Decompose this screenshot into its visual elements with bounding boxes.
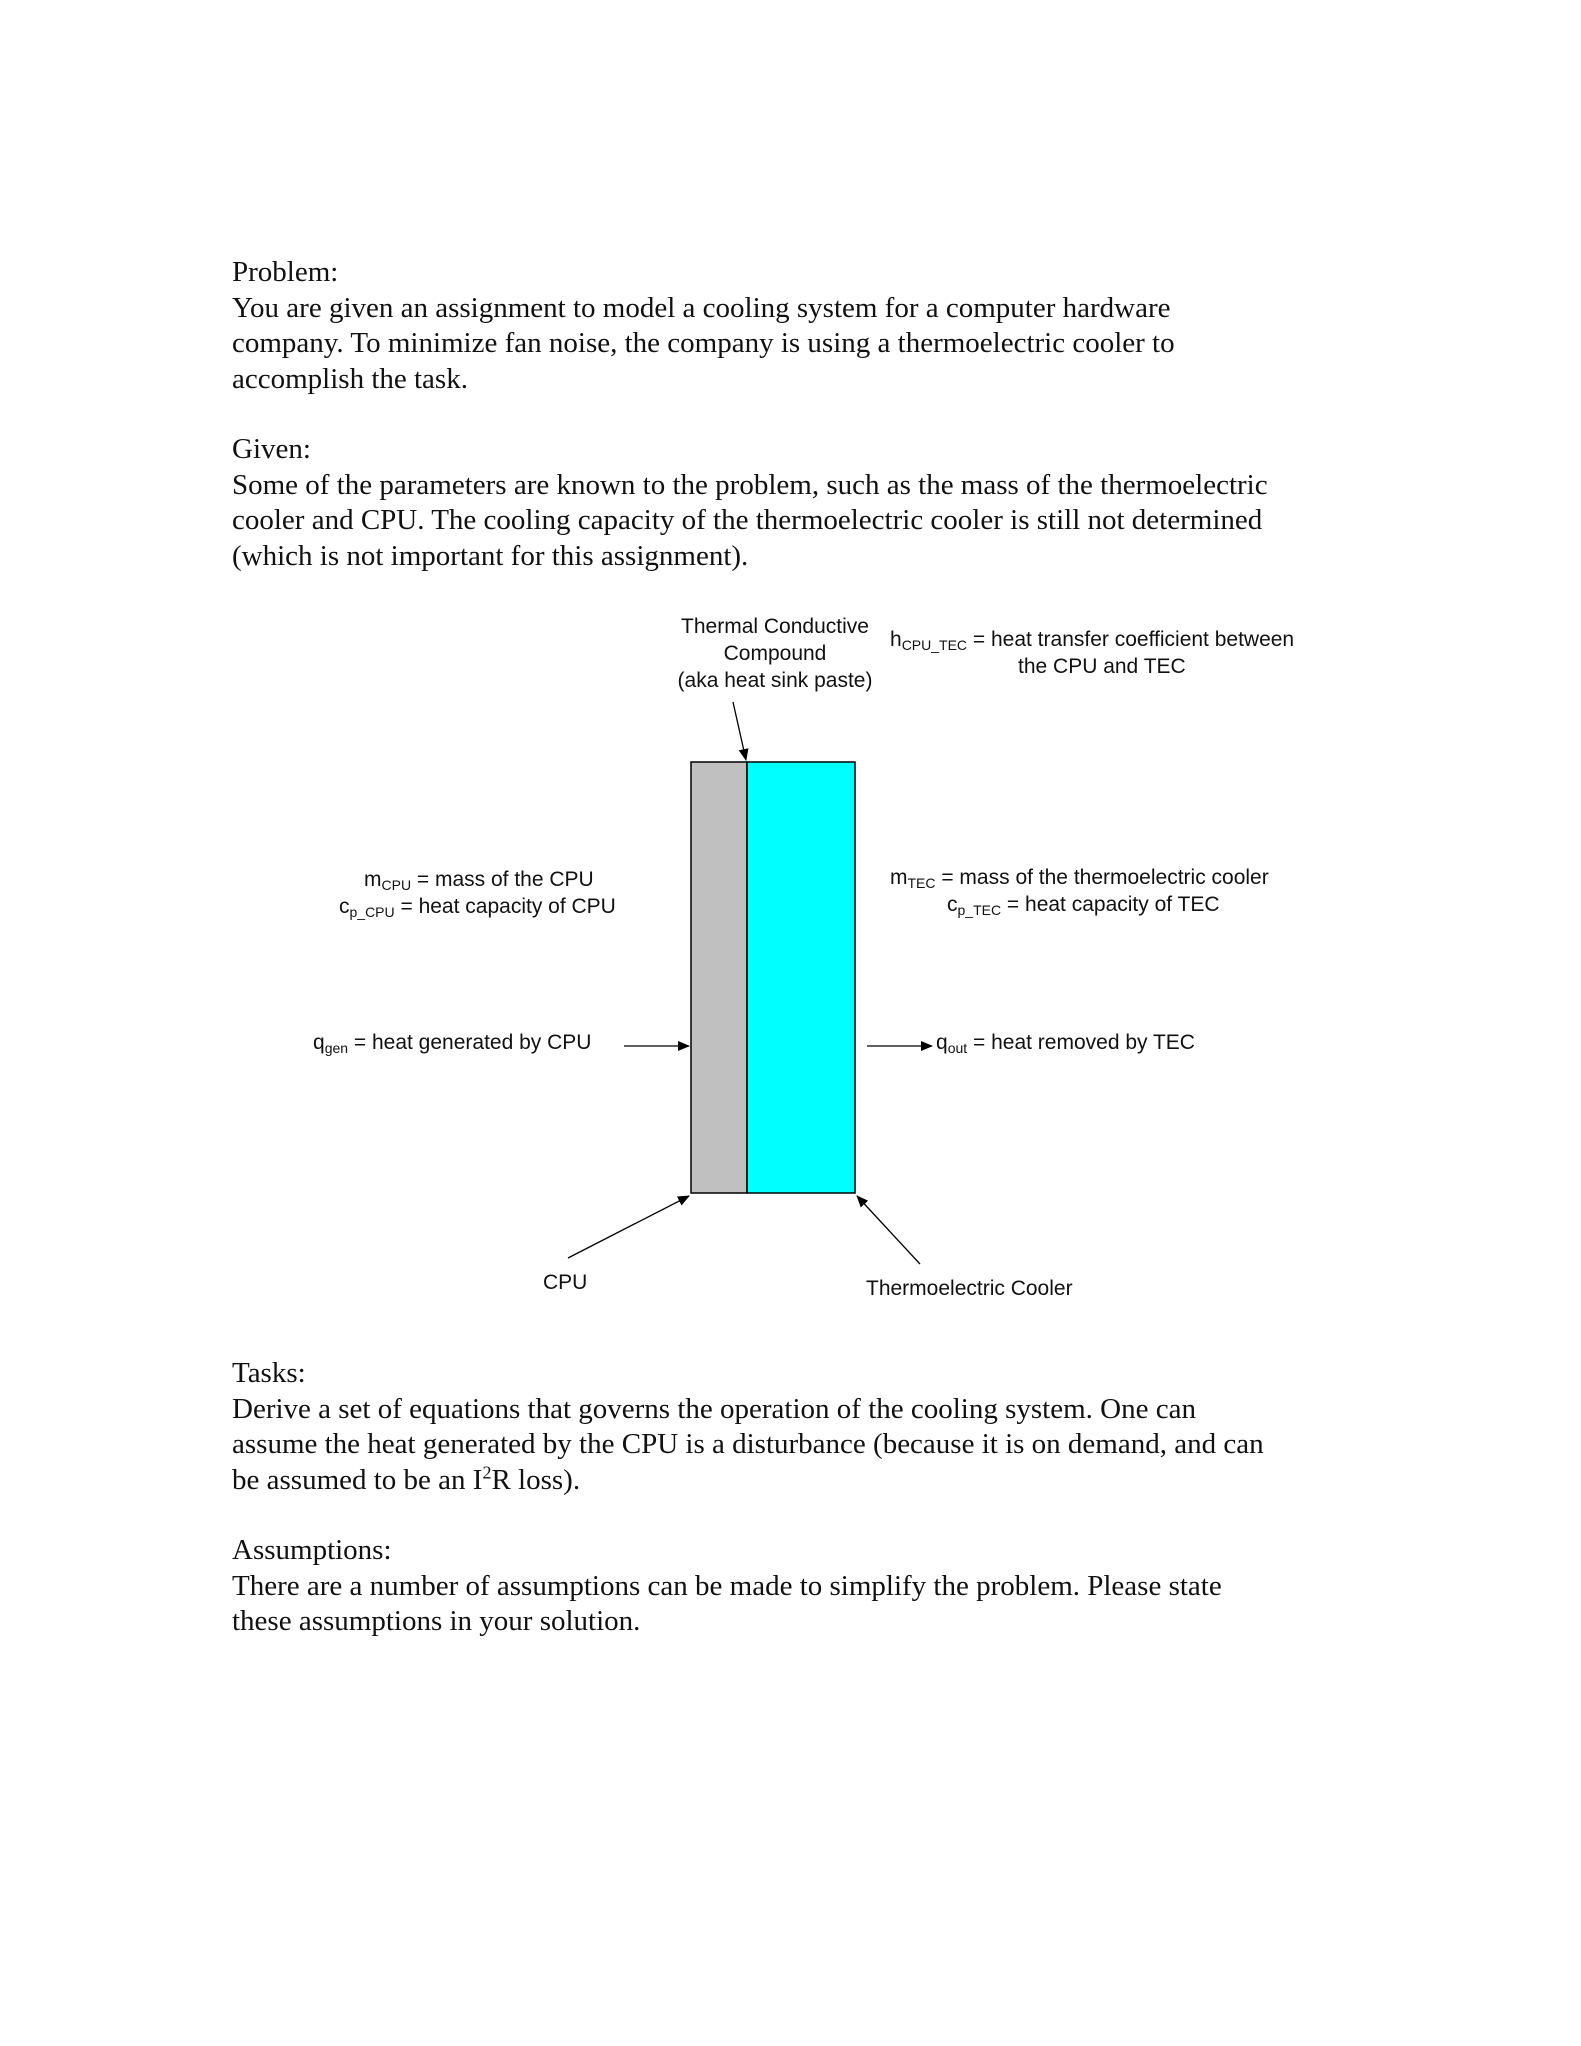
tasks-last-pre: be assumed to be an I — [232, 1463, 483, 1496]
tasks-last-sup: 2 — [482, 1461, 492, 1482]
m-tec-label — [890, 864, 1269, 891]
tec-pointer-arrow — [857, 1196, 920, 1264]
qout-subscript: out — [947, 1040, 968, 1056]
cpu-pointer-arrow — [568, 1196, 689, 1258]
qgen-subscript: gen — [324, 1040, 349, 1056]
tec-label: Thermoelectric Cooler — [866, 1277, 1073, 1300]
qout-symbol: q — [936, 1031, 948, 1054]
given-line: Some of the parameters are known to the problem, such as the mass of the thermoelectric — [232, 468, 1268, 501]
m-cpu-subscript: CPU — [381, 877, 412, 893]
cp-cpu-description: = heat capacity of CPU — [394, 895, 616, 918]
tasks-line: assume the heat generated by the CPU is a disturbance (because it is on demand, and can — [232, 1428, 1264, 1460]
assumptions-section — [232, 1533, 1372, 1640]
compound-label-line: Compound — [723, 642, 827, 665]
compound-arrow — [733, 702, 746, 760]
m-tec-subscript: TEC — [907, 875, 936, 891]
cp-tec-symbol: c — [947, 893, 958, 916]
problem-line: You are given an assignment to model a cooling system for a computer hardware — [232, 291, 1171, 324]
cp-tec-description: = heat capacity of TEC — [1001, 893, 1220, 916]
m-cpu-symbol: m — [364, 868, 382, 891]
qgen-description: = heat generated by CPU — [348, 1031, 592, 1054]
qgen-symbol: q — [313, 1031, 325, 1054]
cp-cpu-subscript: p_CPU — [349, 904, 395, 920]
qgen-label — [313, 1029, 591, 1056]
assumptions-heading: Assumptions: — [232, 1534, 392, 1566]
given-line: (which is not important for this assignment). — [232, 539, 749, 572]
tec-block — [747, 762, 855, 1193]
compound-label — [655, 613, 895, 694]
given-heading: Given: — [232, 433, 311, 465]
cpu-label: CPU — [543, 1271, 588, 1294]
h-subscript: CPU_TEC — [901, 637, 968, 653]
qout-description: = heat removed by TEC — [967, 1031, 1195, 1054]
compound-label-line: Thermal Conductive — [681, 615, 869, 638]
assumptions-line: There are a number of assumptions can be made to simplify the problem. Please state — [232, 1569, 1222, 1602]
m-cpu-description: = mass of the CPU — [411, 868, 594, 891]
h-description-2: the CPU and TEC — [1018, 655, 1186, 678]
h-symbol: h — [890, 628, 902, 651]
tasks-heading: Tasks: — [232, 1357, 306, 1389]
h-cpu-tec-label-continued — [1018, 653, 1186, 680]
tasks-line-last — [232, 1463, 1372, 1499]
m-tec-symbol: m — [890, 866, 908, 889]
compound-label-line: (aka heat sink paste) — [677, 669, 873, 692]
problem-line: accomplish the task. — [232, 362, 468, 395]
assumptions-line: these assumptions in your solution. — [232, 1605, 641, 1637]
m-tec-description: = mass of the thermoelectric cooler — [935, 866, 1269, 889]
cp-cpu-label — [339, 893, 616, 920]
given-line: cooler and CPU. The cooling capacity of the thermoelectric cooler is still not determined — [232, 504, 1263, 536]
h-description: = heat transfer coefficient between — [967, 628, 1295, 651]
tasks-line: Derive a set of equations that governs the operation of the cooling system. One can — [232, 1392, 1196, 1425]
tasks-section — [232, 1356, 1372, 1498]
cp-tec-label — [947, 891, 1220, 918]
h-cpu-tec-label — [890, 626, 1294, 653]
cp-cpu-symbol: c — [339, 895, 350, 918]
problem-line: company. To minimize fan noise, the company is using a thermoelectric cooler to — [232, 327, 1175, 359]
m-cpu-label — [364, 866, 594, 893]
tasks-last-post: R loss). — [491, 1463, 581, 1496]
cp-tec-subscript: p_TEC — [957, 902, 1002, 918]
problem-heading: Problem: — [232, 256, 339, 288]
qout-label — [936, 1029, 1195, 1056]
cpu-block — [691, 762, 747, 1193]
